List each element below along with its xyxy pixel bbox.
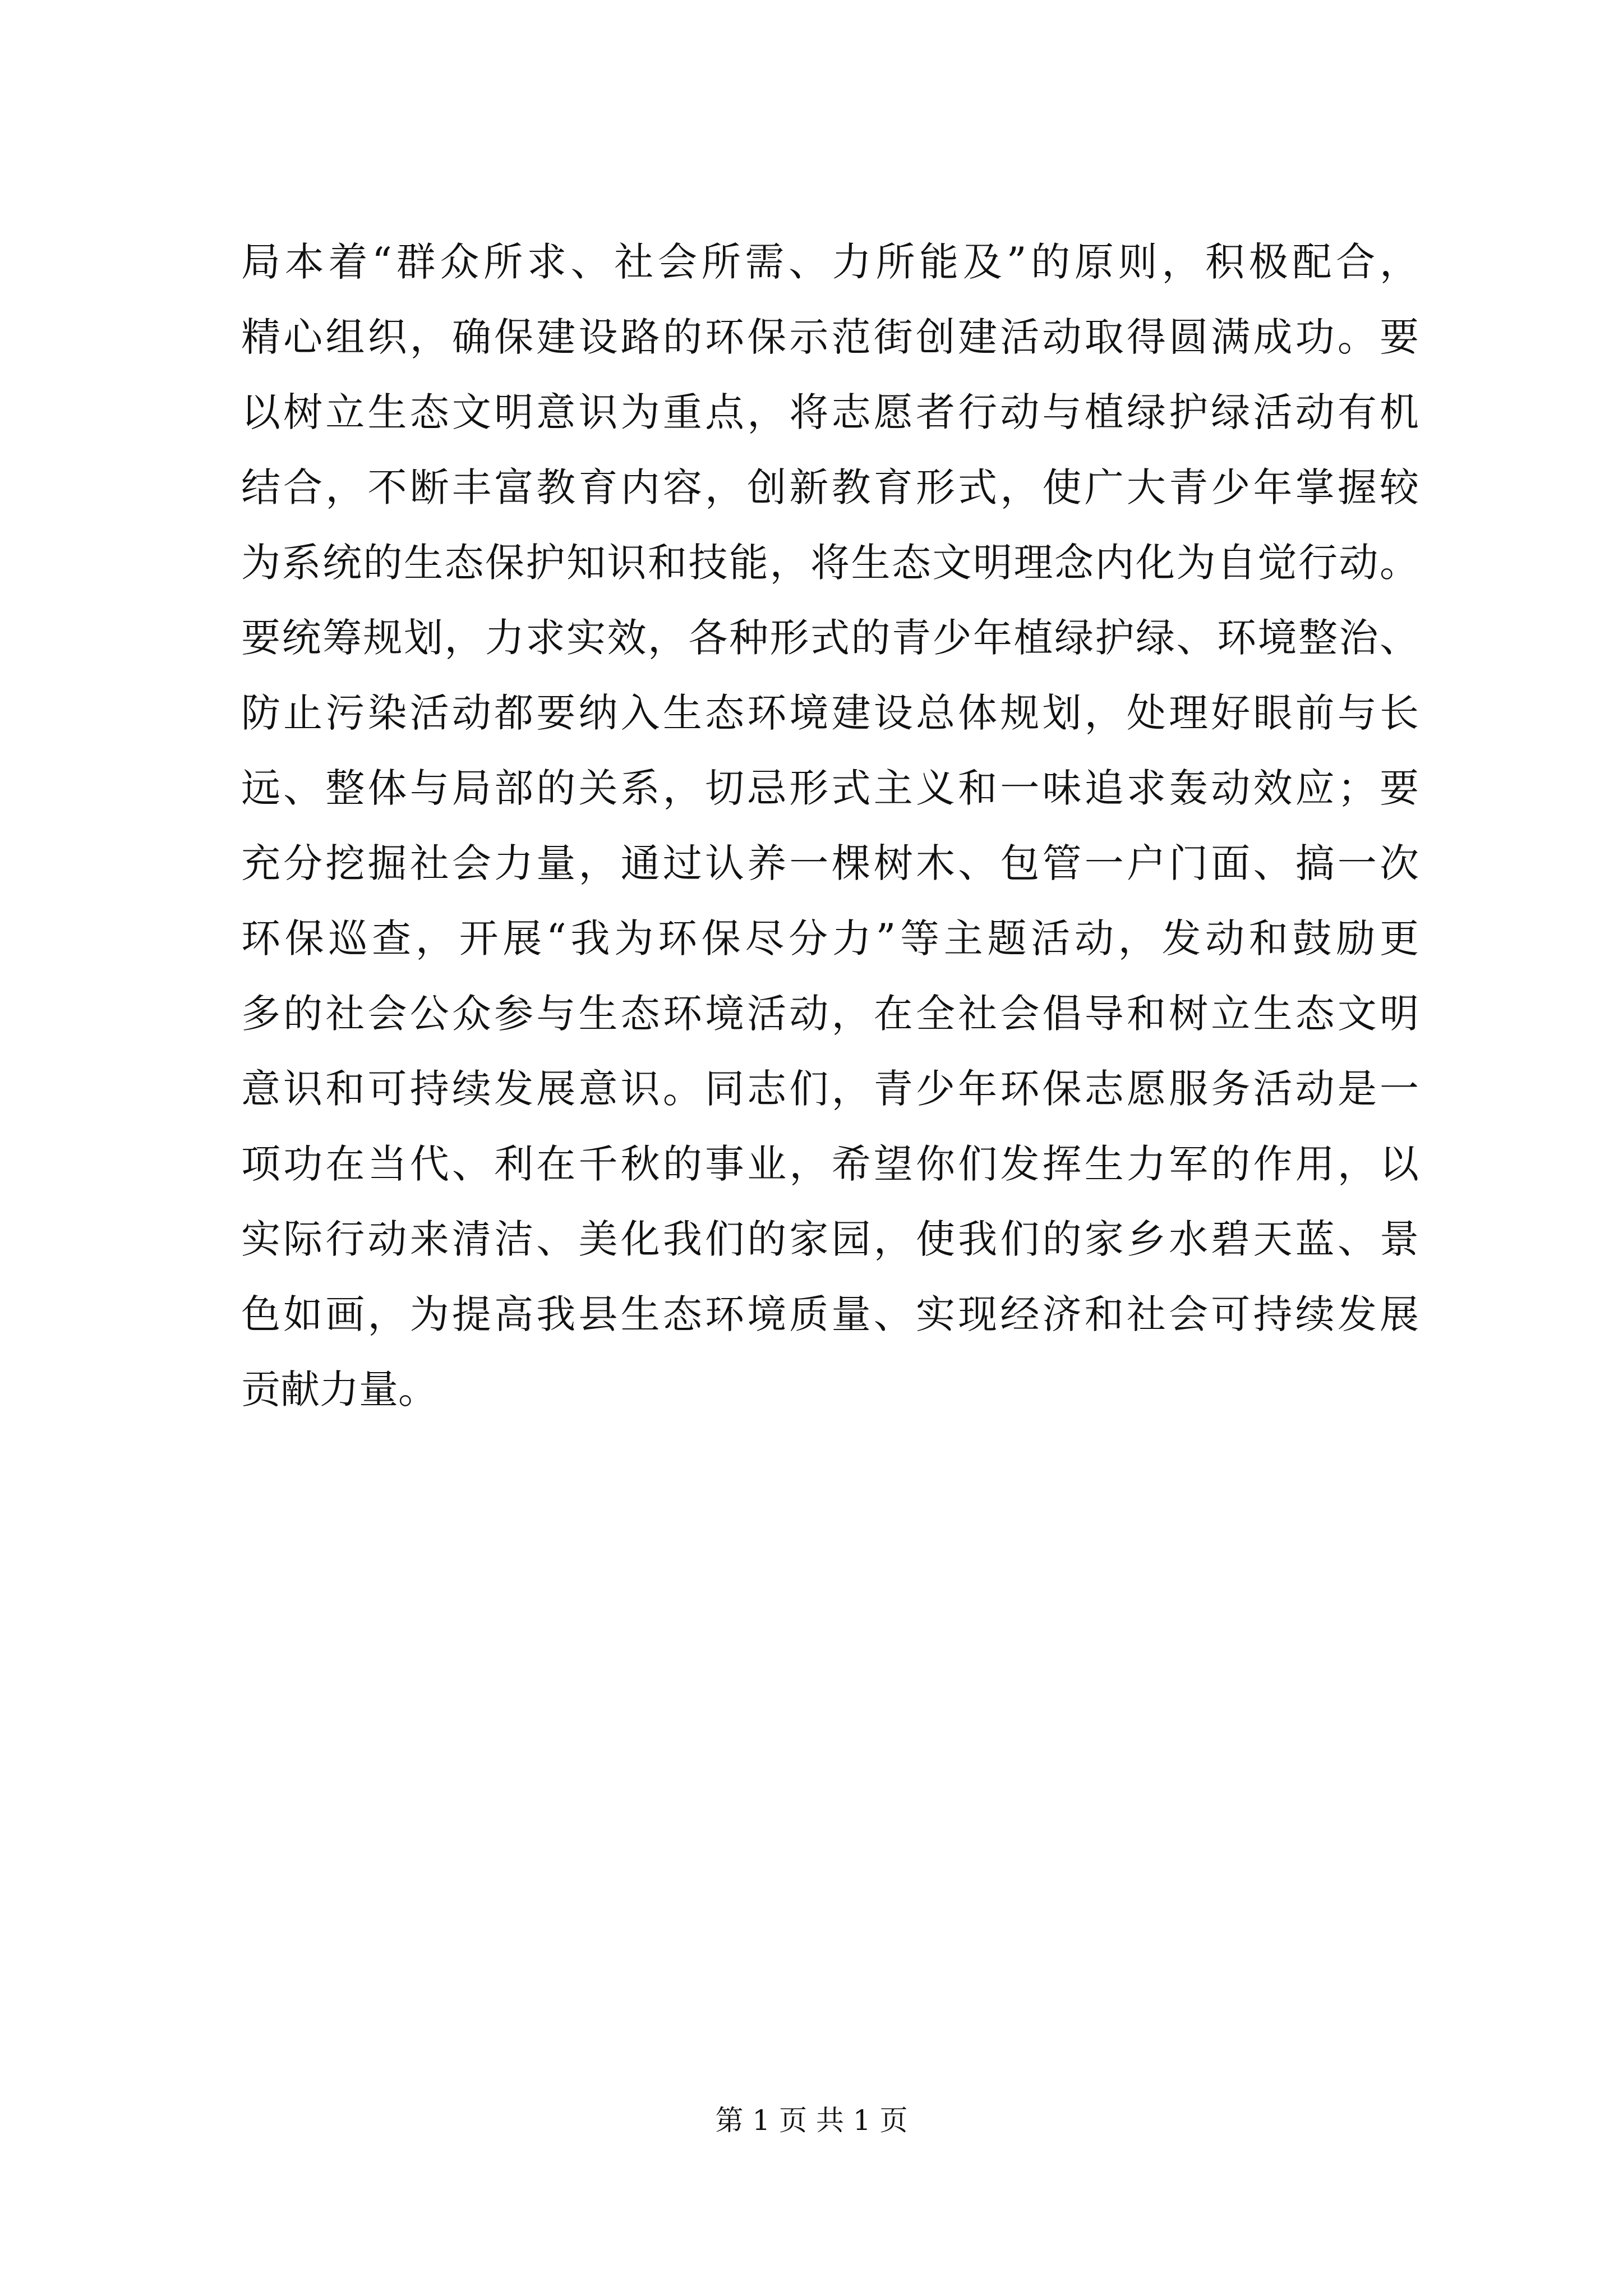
text-line: 实际行动来清洁、美化我们的家园，使我们的家乡水碧天蓝、景 bbox=[241, 1216, 1419, 1262]
text-line: 精心组织，确保建设路的环保示范街创建活动取得圆满成功。要 bbox=[241, 314, 1419, 360]
text-line: 远、整体与局部的关系，切忌形式主义和一味追求轰动效应；要 bbox=[241, 765, 1419, 811]
text-line: 项功在当代、利在千秋的事业，希望你们发挥生力军的作用，以 bbox=[241, 1141, 1419, 1187]
text-line: 局本着“群众所求、社会所需、力所能及”的原则，积极配合， bbox=[241, 239, 1419, 285]
text-line: 色如画，为提高我县生态环境质量、实现经济和社会可持续发展 bbox=[241, 1291, 1419, 1337]
text-line: 为系统的生态保护知识和技能，将生态文明理念内化为自觉行动。 bbox=[241, 540, 1419, 586]
text-line: 多的社会公众参与生态环境活动，在全社会倡导和树立生态文明 bbox=[241, 991, 1419, 1037]
text-line: 结合，不断丰富教育内容，创新教育形式，使广大青少年掌握较 bbox=[241, 464, 1419, 510]
text-line: 环保巡查，开展“我为环保尽分力”等主题活动，发动和鼓励更 bbox=[241, 915, 1419, 961]
text-line: 意识和可持续发展意识。同志们，青少年环保志愿服务活动是一 bbox=[241, 1066, 1419, 1112]
text-line: 要统筹规划，力求实效，各种形式的青少年植绿护绿、环境整治、 bbox=[241, 615, 1419, 661]
text-line: 防止污染活动都要纳入生态环境建设总体规划，处理好眼前与长 bbox=[241, 690, 1419, 736]
body-paragraph bbox=[241, 224, 1419, 1427]
text-line: 以树立生态文明意识为重点，将志愿者行动与植绿护绿活动有机 bbox=[241, 389, 1419, 435]
text-line: 充分挖掘社会力量，通过认养一棵树木、包管一户门面、搞一次 bbox=[241, 840, 1419, 886]
page-number-label: 第 1 页 共 1 页 bbox=[715, 2104, 908, 2137]
text-line-last: 贡献力量。 bbox=[241, 1366, 437, 1412]
page-footer bbox=[0, 2104, 1623, 2137]
